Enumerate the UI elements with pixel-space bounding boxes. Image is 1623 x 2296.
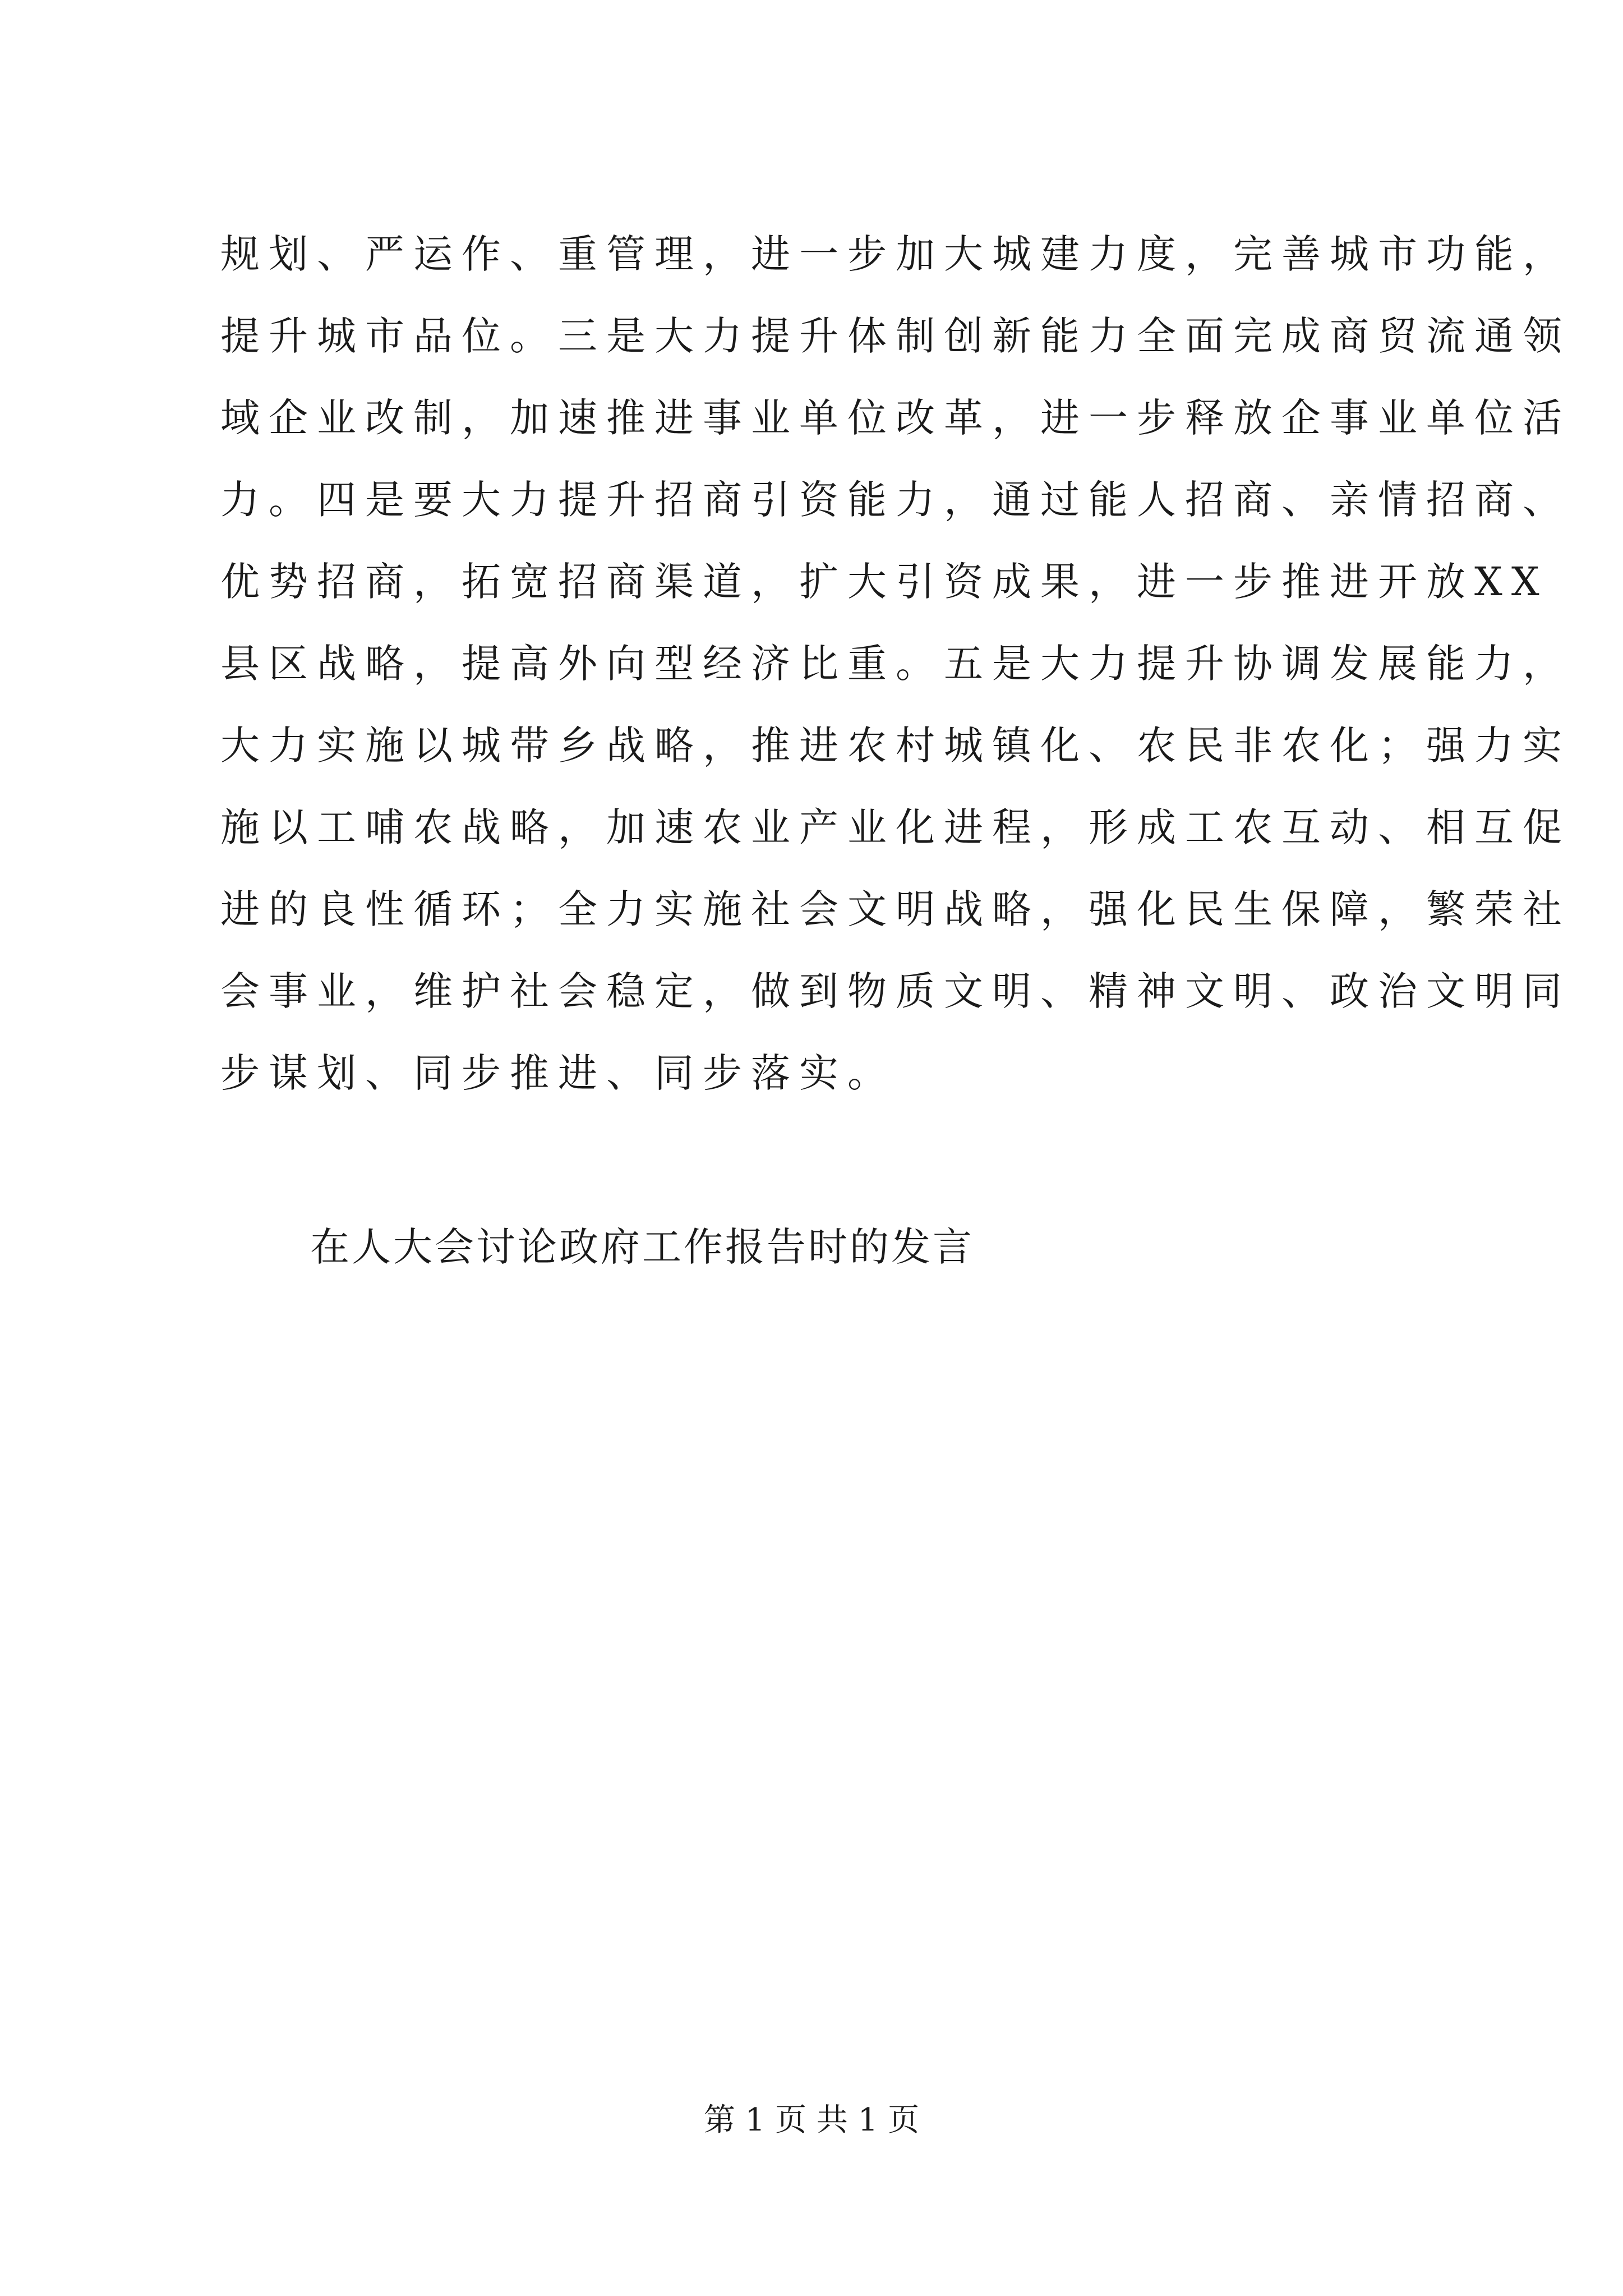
body-text xyxy=(220,213,1571,1114)
text-line: 步谋划、同步推进、同步落实。 xyxy=(220,1050,896,1096)
text-line: 域企业改制，加速推进事业单位改革，进一步释放企事业单位活 xyxy=(220,395,1571,441)
text-line: 优势招商，拓宽招商渠道，扩大引资成果，进一步推进开放XX xyxy=(220,559,1548,605)
text-line: 进的良性循环；全力实施社会文明战略，强化民生保障，繁荣社 xyxy=(220,886,1571,932)
page-footer: 第 1 页 共 1 页 xyxy=(703,2102,920,2138)
text-line: 大力实施以城带乡战略，推进农村城镇化、农民非农化；强力实 xyxy=(220,723,1571,769)
text-line: 提升城市品位。三是大力提升体制创新能力全面完成商贸流通领 xyxy=(220,313,1571,359)
text-line: 会事业，维护社会稳定，做到物质文明、精神文明、政治文明同 xyxy=(220,968,1571,1014)
text-line: 规划、严运作、重管理，进一步加大城建力度，完善城市功能， xyxy=(220,231,1571,277)
text-line: 施以工哺农战略，加速农业产业化进程，形成工农互动、相互促 xyxy=(220,804,1571,850)
text-line: 力。四是要大力提升招商引资能力，通过能人招商、亲情招商、 xyxy=(220,477,1571,523)
closing-title: 在人大会讨论政府工作报告时的发言 xyxy=(310,1224,974,1270)
text-line: 县区战略，提高外向型经济比重。五是大力提升协调发展能力， xyxy=(220,641,1571,687)
